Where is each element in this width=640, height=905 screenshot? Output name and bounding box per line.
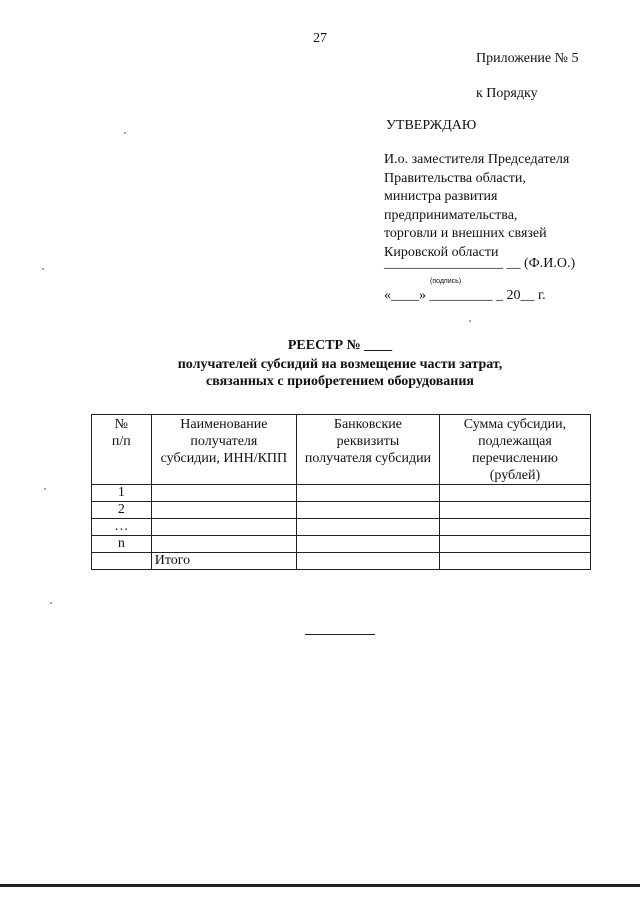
- total-label: Итого: [151, 553, 296, 570]
- position-line: предпринимательства,: [384, 207, 518, 223]
- appendix-reference: к Порядку: [476, 86, 538, 101]
- row-number: 2: [92, 502, 152, 519]
- registry-table: [91, 414, 591, 570]
- table-cell: [151, 519, 296, 536]
- registry-subtitle: [0, 356, 640, 390]
- table-header-row: [92, 415, 591, 485]
- registry-title: РЕЕСТР № ____: [287, 338, 393, 353]
- row-number: n: [92, 536, 152, 553]
- position-line: торговли и внешних связей: [384, 226, 547, 241]
- table-cell: [92, 553, 152, 570]
- table-row: [92, 502, 591, 519]
- row-number: …: [92, 519, 152, 536]
- position-line: Правительства области,: [384, 170, 526, 186]
- table-cell: [439, 519, 590, 536]
- table-cell: [297, 502, 440, 519]
- table-cell: [439, 502, 590, 519]
- total-row: [92, 553, 591, 570]
- table-row: [92, 485, 591, 502]
- table-cell: [151, 502, 296, 519]
- table-cell: [439, 485, 590, 502]
- table-cell: [439, 536, 590, 553]
- table-cell: [297, 519, 440, 536]
- signature-line: _________________ __ (Ф.И.О.): [384, 256, 576, 271]
- header-bank-details: Банковские реквизиты получателя субсидии: [297, 415, 440, 485]
- row-number: 1: [92, 485, 152, 502]
- scan-speck: [124, 132, 126, 134]
- registry-subtitle-line: связанных с приобретением оборудования: [206, 374, 474, 389]
- table-cell: [297, 485, 440, 502]
- end-of-document-rule: [305, 634, 375, 635]
- registry-subtitle-line: получателей субсидий на возмещение части затрат,: [177, 357, 503, 372]
- appendix-label: Приложение № 5: [476, 51, 579, 66]
- scan-edge-bar: [0, 884, 640, 887]
- position-line: И.о. заместителя Председателя: [384, 152, 570, 167]
- official-position: [384, 151, 599, 262]
- signature-caption: (подпись): [430, 278, 462, 285]
- table-row: [92, 519, 591, 536]
- scan-speck: [50, 602, 52, 604]
- table-cell: [439, 553, 590, 570]
- date-line: «____» _________ _ 20__ г.: [384, 288, 546, 303]
- approval-heading: УТВЕРЖДАЮ: [386, 118, 477, 133]
- header-number: № п/п: [92, 415, 152, 485]
- header-recipient: Наименование получателя субсидии, ИНН/КПП: [151, 415, 296, 485]
- table-cell: [151, 485, 296, 502]
- scan-speck: [44, 488, 46, 490]
- table-row: [92, 536, 591, 553]
- table-cell: [297, 553, 440, 570]
- position-line: Кировской области: [384, 244, 499, 260]
- page-number: 27: [313, 31, 327, 46]
- scan-speck: [469, 320, 471, 322]
- table-cell: [151, 536, 296, 553]
- scan-speck: [42, 268, 44, 270]
- table-cell: [297, 536, 440, 553]
- header-amount: Сумма субсидии, подлежащая перечислению (рублей): [439, 415, 590, 485]
- position-line: министра развития: [384, 189, 498, 204]
